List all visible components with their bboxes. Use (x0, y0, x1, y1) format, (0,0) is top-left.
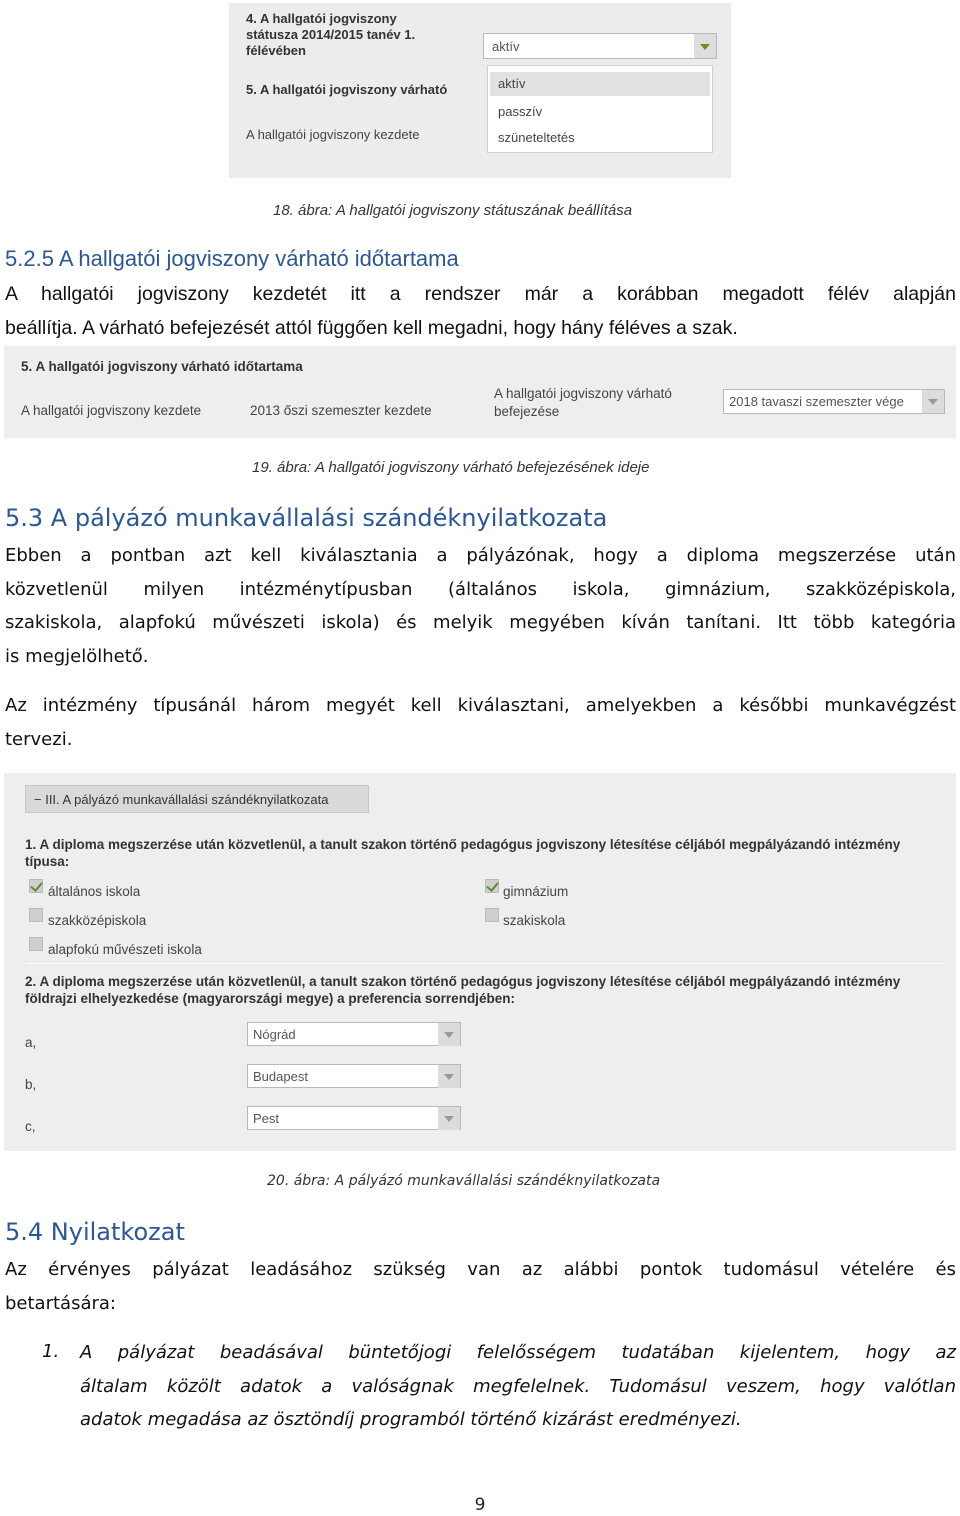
county-label-c: c, (25, 1119, 36, 1134)
figure-20-caption: 20. ábra: A pályázó munkavállalási szándéknyilatkozata (267, 1173, 661, 1189)
start-value: 2013 őszi szemeszter kezdete (250, 403, 432, 418)
checkbox-szakiskola[interactable] (485, 908, 499, 922)
paragraph-line: közvetlenül milyen intézménytípusban (általános iskola, gimnázium, szakközépiskola, (5, 578, 956, 600)
figure-18-caption: 18. ábra: A hallgatói jogviszony státuszának beállítása (273, 202, 633, 219)
checkbox-label: szakközépiskola (48, 913, 147, 928)
chevron-down-icon[interactable] (438, 1023, 460, 1046)
section-54-paragraph (5, 1253, 956, 1320)
status-select-value: aktív (492, 39, 520, 54)
checkbox-szakkozepiskola[interactable] (29, 908, 43, 922)
status-question-line: 4. A hallgatói jogviszony (246, 11, 397, 26)
paragraph-line: A hallgatói jogviszony kezdetét itt a rendszer már a korábban megadott félév alapján (5, 283, 956, 305)
checkbox-label: gimnázium (503, 884, 569, 899)
chevron-down-icon[interactable] (694, 34, 716, 58)
page-number: 9 (474, 1495, 486, 1515)
paragraph-line: betartására: (5, 1292, 116, 1314)
end-label-line: A hallgatói jogviszony várható (494, 386, 672, 401)
figure-18-screenshot (229, 3, 731, 178)
county-select-c[interactable] (247, 1106, 461, 1130)
county-select-value: Pest (253, 1111, 280, 1126)
chevron-down-icon[interactable] (438, 1107, 460, 1130)
paragraph-line: Az érvényes pályázat leadásához szükség van az alábbi pontok tudomásul vételére és (5, 1259, 956, 1280)
county-select-value: Nógrád (253, 1027, 296, 1042)
list-item-text (80, 1336, 956, 1437)
status-select[interactable] (483, 33, 717, 59)
county-label-a: a, (25, 1035, 37, 1050)
section-525-heading: 5.2.5 A hallgatói jogviszony várható időtartama (5, 246, 459, 271)
figure-19-caption: 19. ábra: A hallgatói jogviszony várható befejezésének ideje (252, 459, 650, 476)
divider (25, 963, 945, 964)
panel-header-title: − III. A pályázó munkavállalási szándéknyilatkozata (34, 792, 329, 807)
question-1 (25, 836, 945, 870)
figure-20-screenshot (4, 773, 956, 1151)
end-label-line: befejezése (494, 404, 560, 419)
paragraph-line: tervezi. (5, 728, 73, 750)
paragraph-line: Ebben a pontban azt kell kiválasztania a pályázónak, hogy a diploma megszerzése után (5, 545, 956, 566)
checkbox-altalanos-iskola[interactable] (29, 879, 43, 893)
paragraph-line: beállítja. A várható befejezését attól függően kell megadni, hogy hány féléves a szak. (5, 316, 738, 339)
end-label (494, 385, 672, 421)
end-date-select[interactable] (723, 389, 945, 414)
section-53-heading: 5.3 A pályázó munkavállalási szándéknyilatkozata (5, 504, 608, 532)
checkbox-label: alapfokú művészeti iskola (48, 942, 202, 957)
question-2 (25, 973, 945, 1007)
status-option-passziv[interactable]: passzív (498, 104, 543, 119)
question-line: 1. A diploma megszerzése után közvetlenül, a tanult szakon történő pedagógus jogviszony létesítése céljából megpályázandó intézmény (25, 837, 901, 852)
duration-title: 5. A hallgatói jogviszony várható időtartama (21, 359, 303, 374)
status-option-szuneteltetes[interactable]: szüneteltetés (498, 130, 575, 145)
status-question-line: félévében (246, 43, 306, 58)
chevron-down-icon[interactable] (922, 390, 944, 413)
county-select-b[interactable] (247, 1064, 461, 1088)
status-dropdown-list (487, 65, 713, 153)
checkbox-alapfoku-muveszeti-iskola[interactable] (29, 937, 43, 951)
section-525-paragraph (5, 278, 956, 345)
checkbox-label: szakiskola (503, 913, 566, 928)
section-53-paragraph-1 (5, 539, 956, 673)
start-label: A hallgatói jogviszony kezdete (21, 403, 202, 418)
list-item-number: 1. (42, 1341, 60, 1362)
duration-question-label: 5. A hallgatói jogviszony várható (246, 82, 448, 97)
list-item-line: általam közölt adatok a valóságnak megfelelnek. Tudomásul veszem, hogy valótlan (80, 1375, 956, 1397)
end-date-select-value: 2018 tavaszi szemeszter vége (729, 394, 904, 409)
status-option-aktiv[interactable]: aktív (490, 72, 710, 96)
status-question-label (246, 11, 415, 59)
county-label-b: b, (25, 1077, 37, 1092)
panel-header[interactable] (25, 785, 369, 813)
paragraph-line: szakiskola, alapfokú művészeti iskola) és melyik megyében kíván tanítani. Itt több kategória (5, 612, 956, 633)
county-select-a[interactable] (247, 1022, 461, 1046)
paragraph-line: is megjelölhető. (5, 645, 149, 667)
start-date-label: A hallgatói jogviszony kezdete (246, 127, 420, 142)
section-53-paragraph-2 (5, 689, 956, 756)
status-question-line: státusza 2014/2015 tanév 1. (246, 27, 416, 42)
checkbox-label: általános iskola (48, 884, 141, 899)
question-line: típusa: (25, 854, 70, 869)
paragraph-line: Az intézmény típusánál három megyét kell kiválasztani, amelyekben a későbbi munkavégzést (5, 695, 956, 716)
county-select-value: Budapest (253, 1069, 308, 1084)
question-line: 2. A diploma megszerzése után közvetlenül, a tanult szakon történő pedagógus jogviszony létesítése céljából megpályázandó intézmény (25, 974, 901, 989)
section-54-heading: 5.4 Nyilatkozat (5, 1218, 185, 1246)
chevron-down-icon[interactable] (438, 1065, 460, 1088)
list-item-line: A pályázat beadásával büntetőjogi felelősségem tudatában kijelentem, hogy az (80, 1342, 956, 1363)
checkbox-gimnazium[interactable] (485, 879, 499, 893)
list-item-line: adatok megadása az ösztöndíj programból történő kizárást eredményezi. (80, 1409, 742, 1430)
question-line: földrajzi elhelyezkedése (magyarországi megye) a preferencia sorrendjében: (25, 991, 515, 1006)
figure-19-screenshot (4, 346, 956, 438)
